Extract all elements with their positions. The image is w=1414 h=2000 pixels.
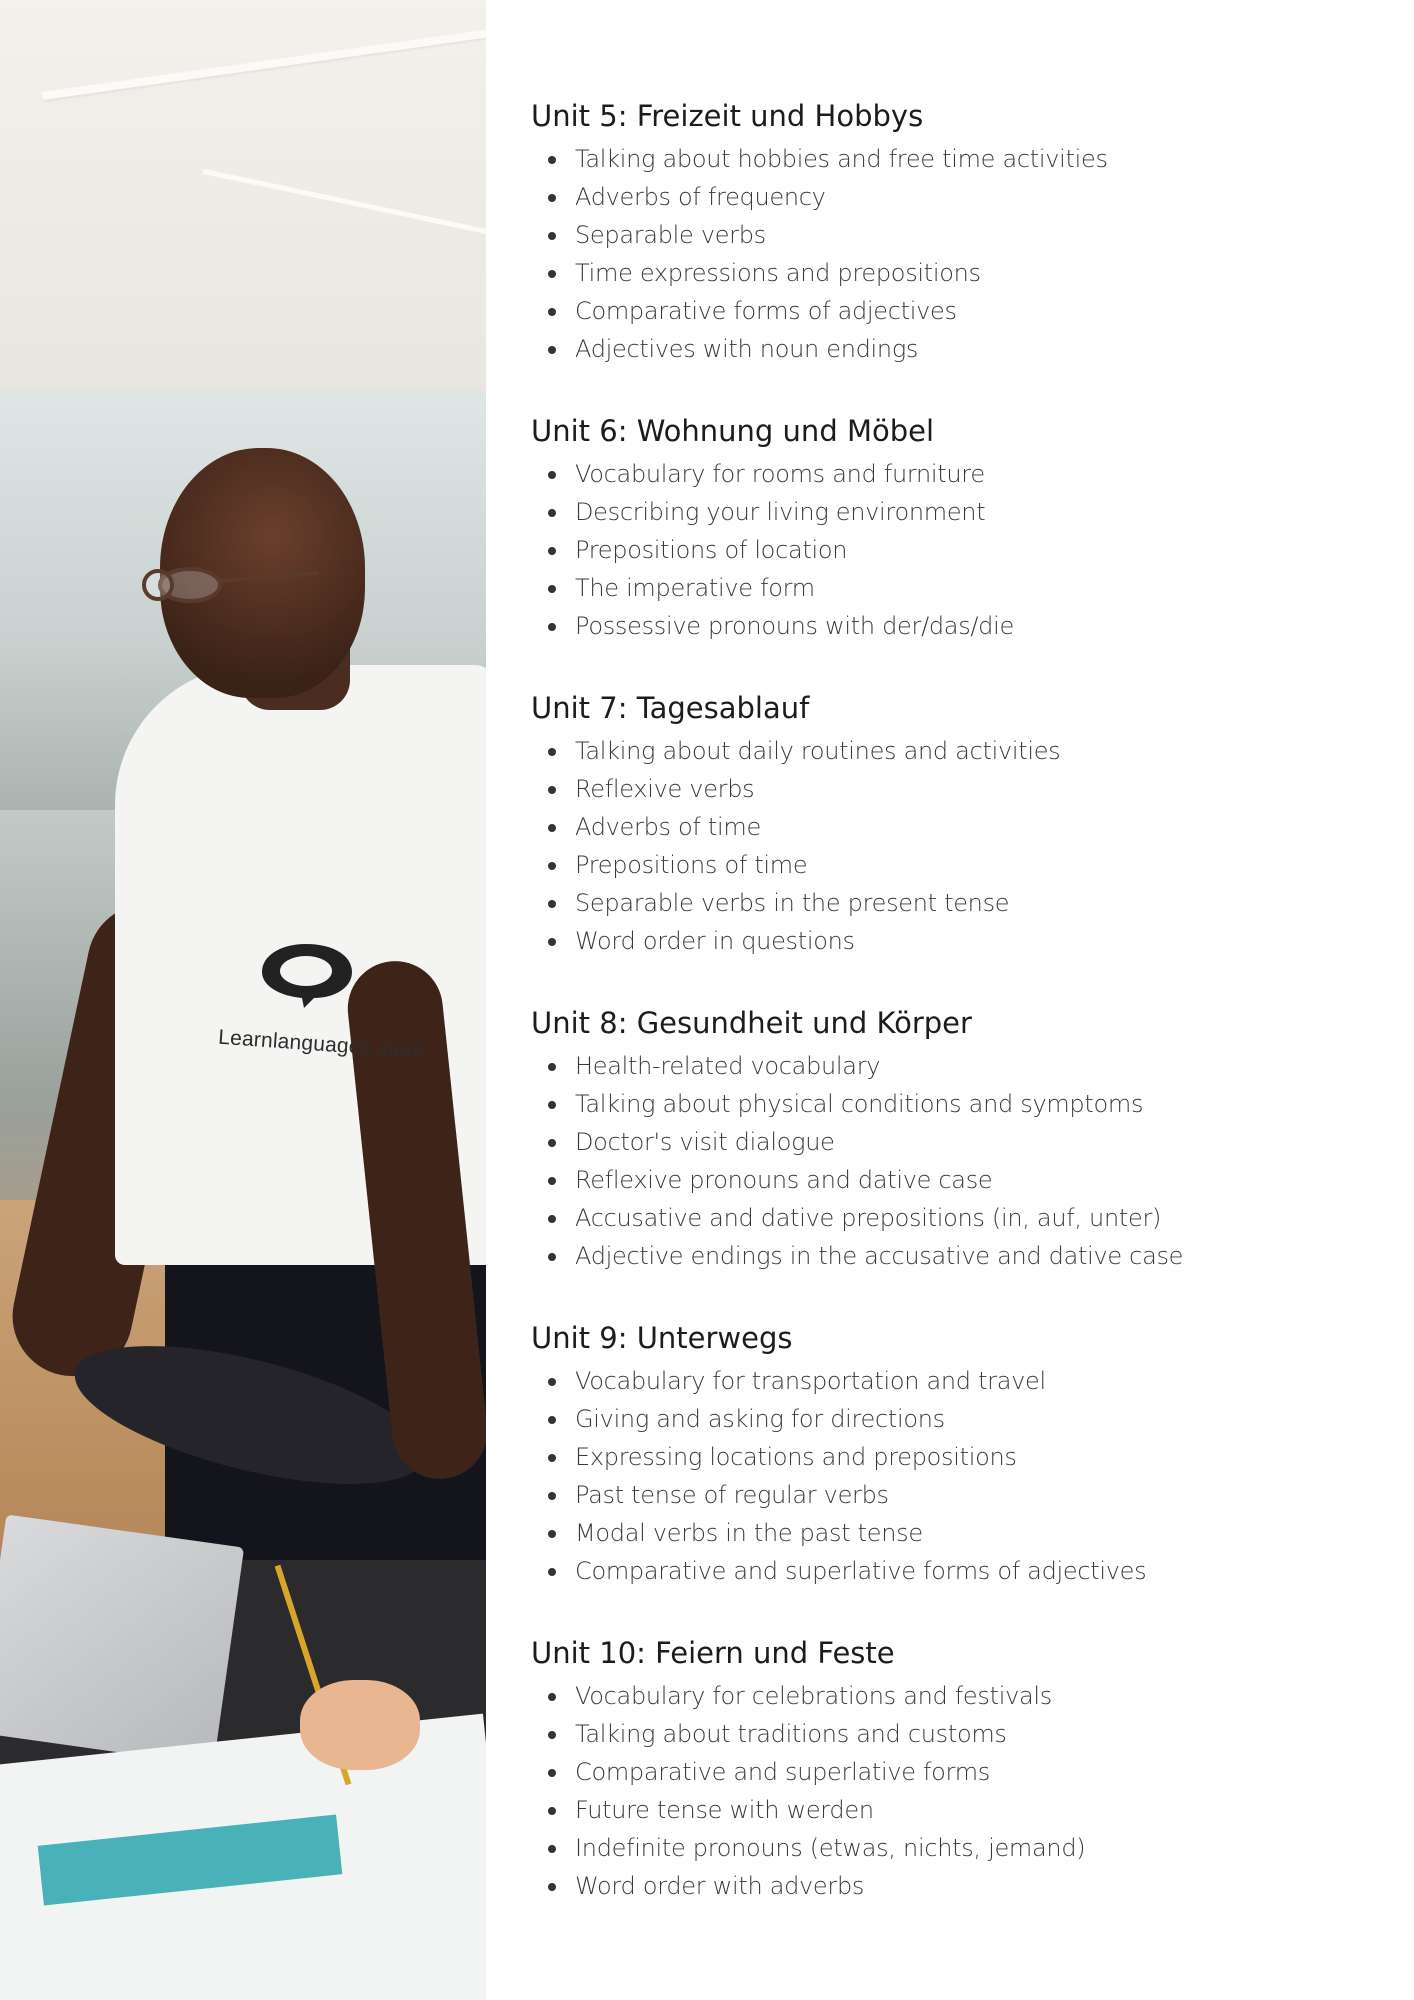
unit-topic-list xyxy=(531,1047,1371,1275)
topic-item: Indefinite pronouns (etwas, nichts, jemand) xyxy=(531,1829,1371,1867)
unit-topic-list xyxy=(531,1677,1371,1905)
speech-bubble-icon xyxy=(256,940,356,1010)
unit-section xyxy=(531,1633,1371,1905)
unit-section xyxy=(531,688,1371,960)
topic-item: Vocabulary for transportation and travel xyxy=(531,1362,1371,1400)
topic-item: Past tense of regular verbs xyxy=(531,1476,1371,1514)
topic-item: Accusative and dative prepositions (in, auf, unter) xyxy=(531,1199,1371,1237)
topic-item: Comparative and superlative forms of adjectives xyxy=(531,1552,1371,1590)
syllabus-content xyxy=(531,96,1371,1948)
topic-item: Comparative forms of adjectives xyxy=(531,292,1371,330)
topic-item: Modal verbs in the past tense xyxy=(531,1514,1371,1552)
topic-item: Expressing locations and prepositions xyxy=(531,1438,1371,1476)
ceiling xyxy=(0,0,486,390)
topic-item: Talking about physical conditions and symptoms xyxy=(531,1085,1371,1123)
topic-item: Separable verbs in the present tense xyxy=(531,884,1371,922)
unit-topic-list xyxy=(531,455,1371,645)
topic-item: Talking about traditions and customs xyxy=(531,1715,1371,1753)
unit-title: Unit 7: Tagesablauf xyxy=(531,691,810,725)
topic-item: Doctor's visit dialogue xyxy=(531,1123,1371,1161)
topic-item: Vocabulary for celebrations and festivals xyxy=(531,1677,1371,1715)
topic-item: Prepositions of time xyxy=(531,846,1371,884)
unit-section xyxy=(531,411,1371,645)
unit-title: Unit 6: Wohnung und Möbel xyxy=(531,414,935,448)
topic-item: Adjectives with noun endings xyxy=(531,330,1371,368)
unit-section xyxy=(531,1318,1371,1590)
topic-item: Possessive pronouns with der/das/die xyxy=(531,607,1371,645)
topic-item: Health-related vocabulary xyxy=(531,1047,1371,1085)
topic-item: Time expressions and prepositions xyxy=(531,254,1371,292)
topic-item: Talking about hobbies and free time activities xyxy=(531,140,1371,178)
unit-title: Unit 10: Feiern und Feste xyxy=(531,1636,895,1670)
topic-item: Reflexive pronouns and dative case xyxy=(531,1161,1371,1199)
glasses-icon xyxy=(140,565,320,605)
topic-item: Talking about daily routines and activities xyxy=(531,732,1371,770)
unit-title: Unit 9: Unterwegs xyxy=(531,1321,793,1355)
topic-item: Adverbs of frequency xyxy=(531,178,1371,216)
unit-title: Unit 5: Freizeit und Hobbys xyxy=(531,99,924,133)
topic-item: Prepositions of location xyxy=(531,531,1371,569)
topic-item: Reflexive verbs xyxy=(531,770,1371,808)
laptop xyxy=(0,1514,244,1765)
unit-topic-list xyxy=(531,732,1371,960)
hero-photo xyxy=(0,0,486,2000)
topic-item: Comparative and superlative forms xyxy=(531,1753,1371,1791)
topic-item: Giving and asking for directions xyxy=(531,1400,1371,1438)
topic-item: The imperative form xyxy=(531,569,1371,607)
topic-item: Future tense with werden xyxy=(531,1791,1371,1829)
topic-item: Word order in questions xyxy=(531,922,1371,960)
shirt-brand-text: Learnlanguages.store xyxy=(217,1025,426,1064)
writing-hand xyxy=(300,1680,420,1770)
topic-item: Vocabulary for rooms and furniture xyxy=(531,455,1371,493)
unit-section xyxy=(531,1003,1371,1275)
unit-topic-list xyxy=(531,1362,1371,1590)
topic-item: Separable verbs xyxy=(531,216,1371,254)
unit-title: Unit 8: Gesundheit und Körper xyxy=(531,1006,972,1040)
topic-item: Describing your living environment xyxy=(531,493,1371,531)
unit-topic-list xyxy=(531,140,1371,368)
unit-section xyxy=(531,96,1371,368)
topic-item: Word order with adverbs xyxy=(531,1867,1371,1905)
topic-item: Adverbs of time xyxy=(531,808,1371,846)
topic-item: Adjective endings in the accusative and dative case xyxy=(531,1237,1371,1275)
